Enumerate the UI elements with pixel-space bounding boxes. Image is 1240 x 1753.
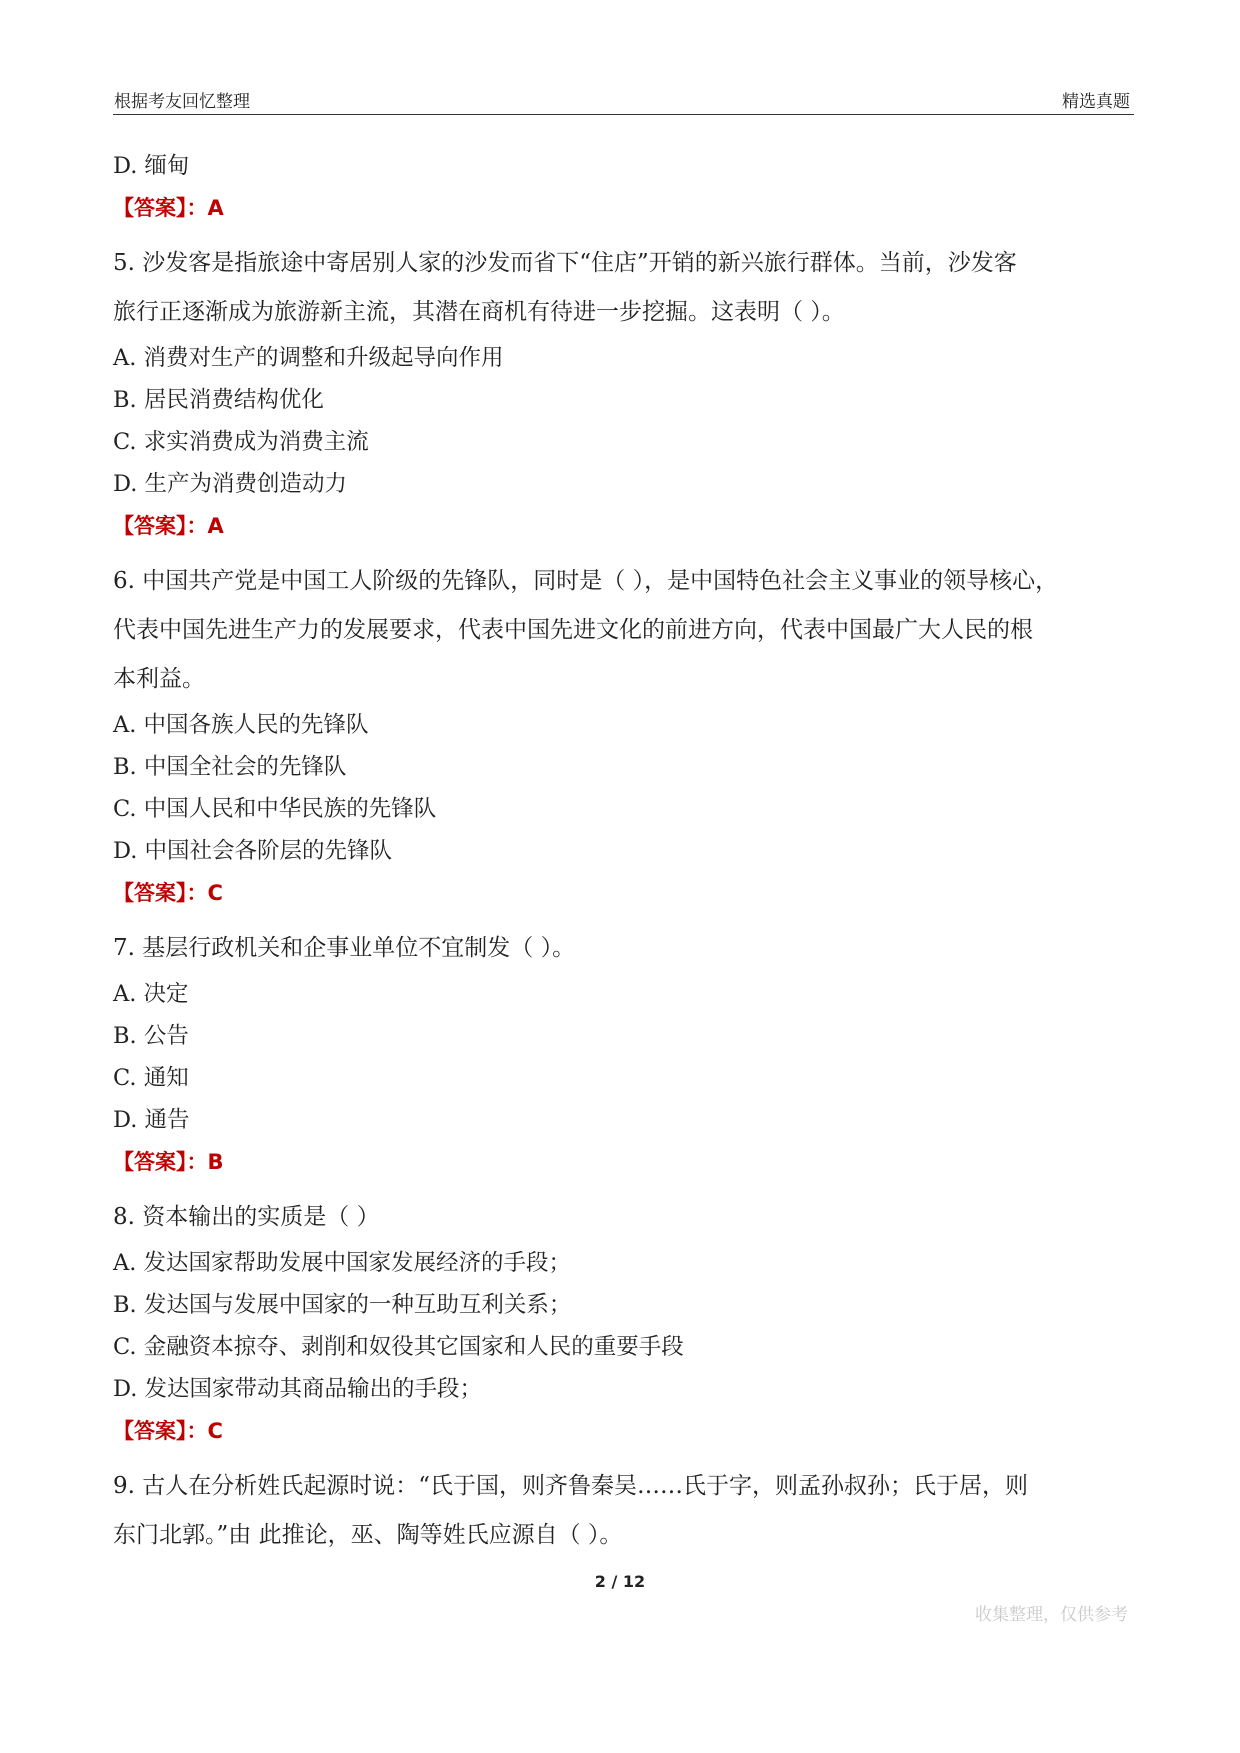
question-7	[113, 924, 1143, 1183]
header-category-label: 精选真题	[1062, 92, 1130, 112]
question-5	[113, 239, 1143, 547]
q4-answer: 【答案】：A	[113, 196, 224, 220]
q9-stem-line-2: 东门北郭。”由 此推论，巫、陶等姓氏应源自（ ）。	[113, 1522, 623, 1548]
q8-option-a: A. 发达国家帮助发展中国家发展经济的手段；	[113, 1250, 572, 1276]
q7-option-a: A. 决定	[113, 981, 189, 1007]
q4-option-d: D. 缅甸	[113, 153, 190, 179]
page-number: 2 / 12	[594, 1572, 646, 1591]
q9-stem-line-1: 9. 古人在分析姓氏起源时说：“氏于国，则齐鲁秦吴……氏于字，则孟孙叔孙；氏于居，则	[113, 1473, 1029, 1499]
q7-stem-line-1: 7. 基层行政机关和企事业单位不宜制发（ ）。	[113, 935, 576, 961]
question-9	[113, 1462, 1143, 1560]
q6-stem-line-3: 本利益。	[113, 666, 205, 692]
q7-answer: 【答案】：B	[113, 1150, 224, 1174]
q5-stem-line-2: 旅行正逐渐成为旅游新主流，其潜在商机有待进一步挖掘。这表明（ ）。	[113, 299, 845, 325]
q6-option-c: C. 中国人民和中华民族的先锋队	[113, 796, 437, 822]
q6-option-a: A. 中国各族人民的先锋队	[113, 712, 369, 738]
q7-option-d: D. 通告	[113, 1107, 190, 1133]
q8-stem-line-1: 8. 资本输出的实质是（ ）	[113, 1204, 380, 1230]
question-6	[113, 557, 1143, 914]
q6-option-d: D. 中国社会各阶层的先锋队	[113, 838, 393, 864]
q6-option-b: B. 中国全社会的先锋队	[113, 754, 347, 780]
header-source-label: 根据考友回忆整理	[114, 92, 250, 112]
page-header	[113, 84, 1134, 115]
q8-option-c: C. 金融资本掠夺、剥削和奴役其它国家和人民的重要手段	[113, 1334, 684, 1360]
q5-stem-line-1: 5. 沙发客是指旅途中寄居别人家的沙发而省下“住店”开销的新兴旅行群体。当前，沙发客	[113, 250, 1017, 276]
q7-option-c: C. 通知	[113, 1065, 189, 1091]
q5-option-d: D. 生产为消费创造动力	[113, 471, 348, 497]
q6-stem-line-1: 6. 中国共产党是中国工人阶级的先锋队，同时是（ ），是中国特色社会主义事业的领导核心，	[113, 568, 1059, 594]
q7-option-b: B. 公告	[113, 1023, 189, 1049]
q8-option-d: D. 发达国家带动其商品输出的手段；	[113, 1376, 483, 1402]
q5-option-b: B. 居民消费结构优化	[113, 387, 324, 413]
q5-option-a: A. 消费对生产的调整和升级起导向作用	[113, 345, 504, 371]
q8-option-b: B. 发达国与发展中国家的一种互助互利关系；	[113, 1292, 572, 1318]
q6-answer: 【答案】：C	[113, 881, 223, 905]
q5-answer: 【答案】：A	[113, 514, 224, 538]
q6-stem-line-2: 代表中国先进生产力的发展要求，代表中国先进文化的前进方向，代表中国最广大人民的根	[113, 617, 1033, 643]
document-body	[113, 145, 1143, 1560]
q8-answer: 【答案】：C	[113, 1419, 223, 1443]
watermark-text: 收集整理，仅供参考	[975, 1605, 1128, 1625]
question-8	[113, 1193, 1143, 1452]
q5-option-c: C. 求实消费成为消费主流	[113, 429, 369, 455]
